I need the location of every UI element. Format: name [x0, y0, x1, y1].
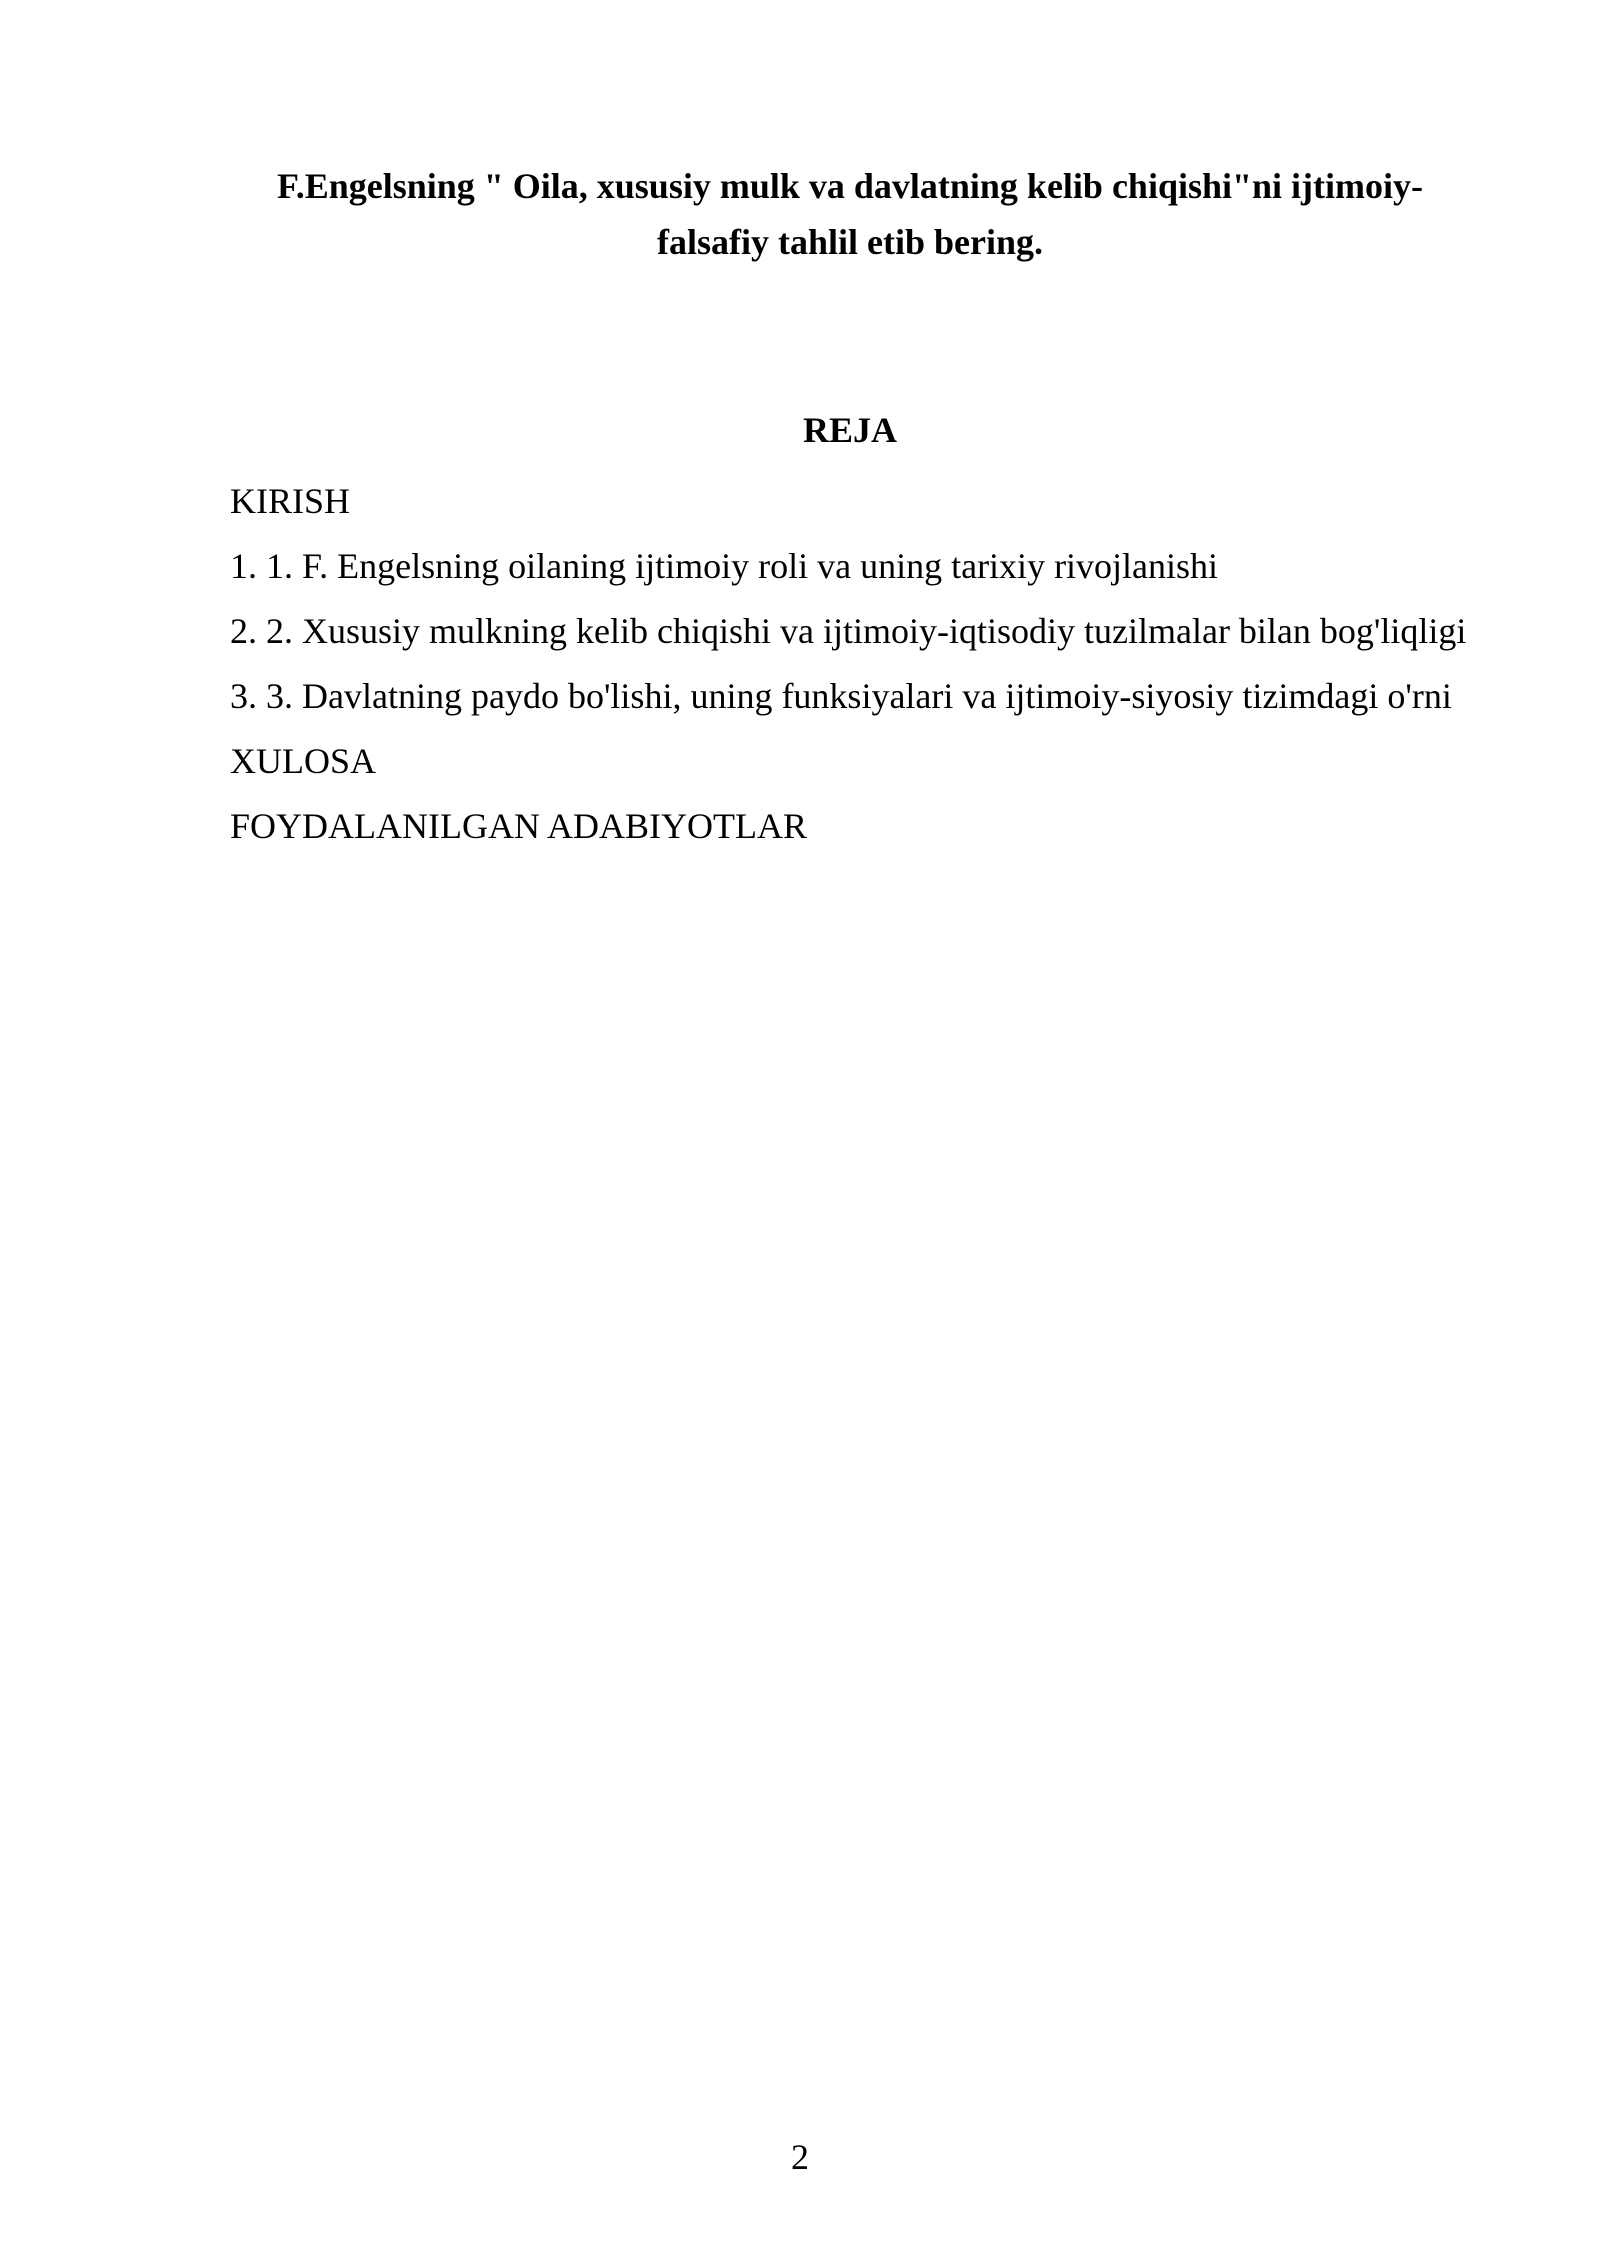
plan-item-references: FOYDALANILGAN ADABIYOTLAR: [230, 806, 807, 846]
plan-heading: REJA: [802, 410, 897, 450]
plan-item-conclusion: XULOSA: [230, 741, 377, 781]
plan-item-2: 2. 2. Xususiy mulkning kelib chiqishi va ijtimoiy-iqtisodiy tuzilmalar bilan bog'liqligi: [230, 611, 1467, 651]
plan-item-3: 3. 3. Davlatning paydo bo'lishi, uning funksiyalari va ijtimoiy-siyosiy tizimdagi o'rni: [230, 676, 1452, 716]
page-number: 2: [791, 2137, 809, 2177]
plan-item-1: 1. 1. F. Engelsning oilaning ijtimoiy roli va uning tarixiy rivojlanishi: [230, 546, 1219, 586]
document-title: F.Engelsning " Oila, xususiy mulk va davlatning kelib chiqishi"ni ijtimoiy-falsafiy tahlil etib bering.: [277, 166, 1423, 262]
plan-item-introduction: KIRISH: [230, 481, 351, 521]
plan-list: [230, 473, 1470, 863]
